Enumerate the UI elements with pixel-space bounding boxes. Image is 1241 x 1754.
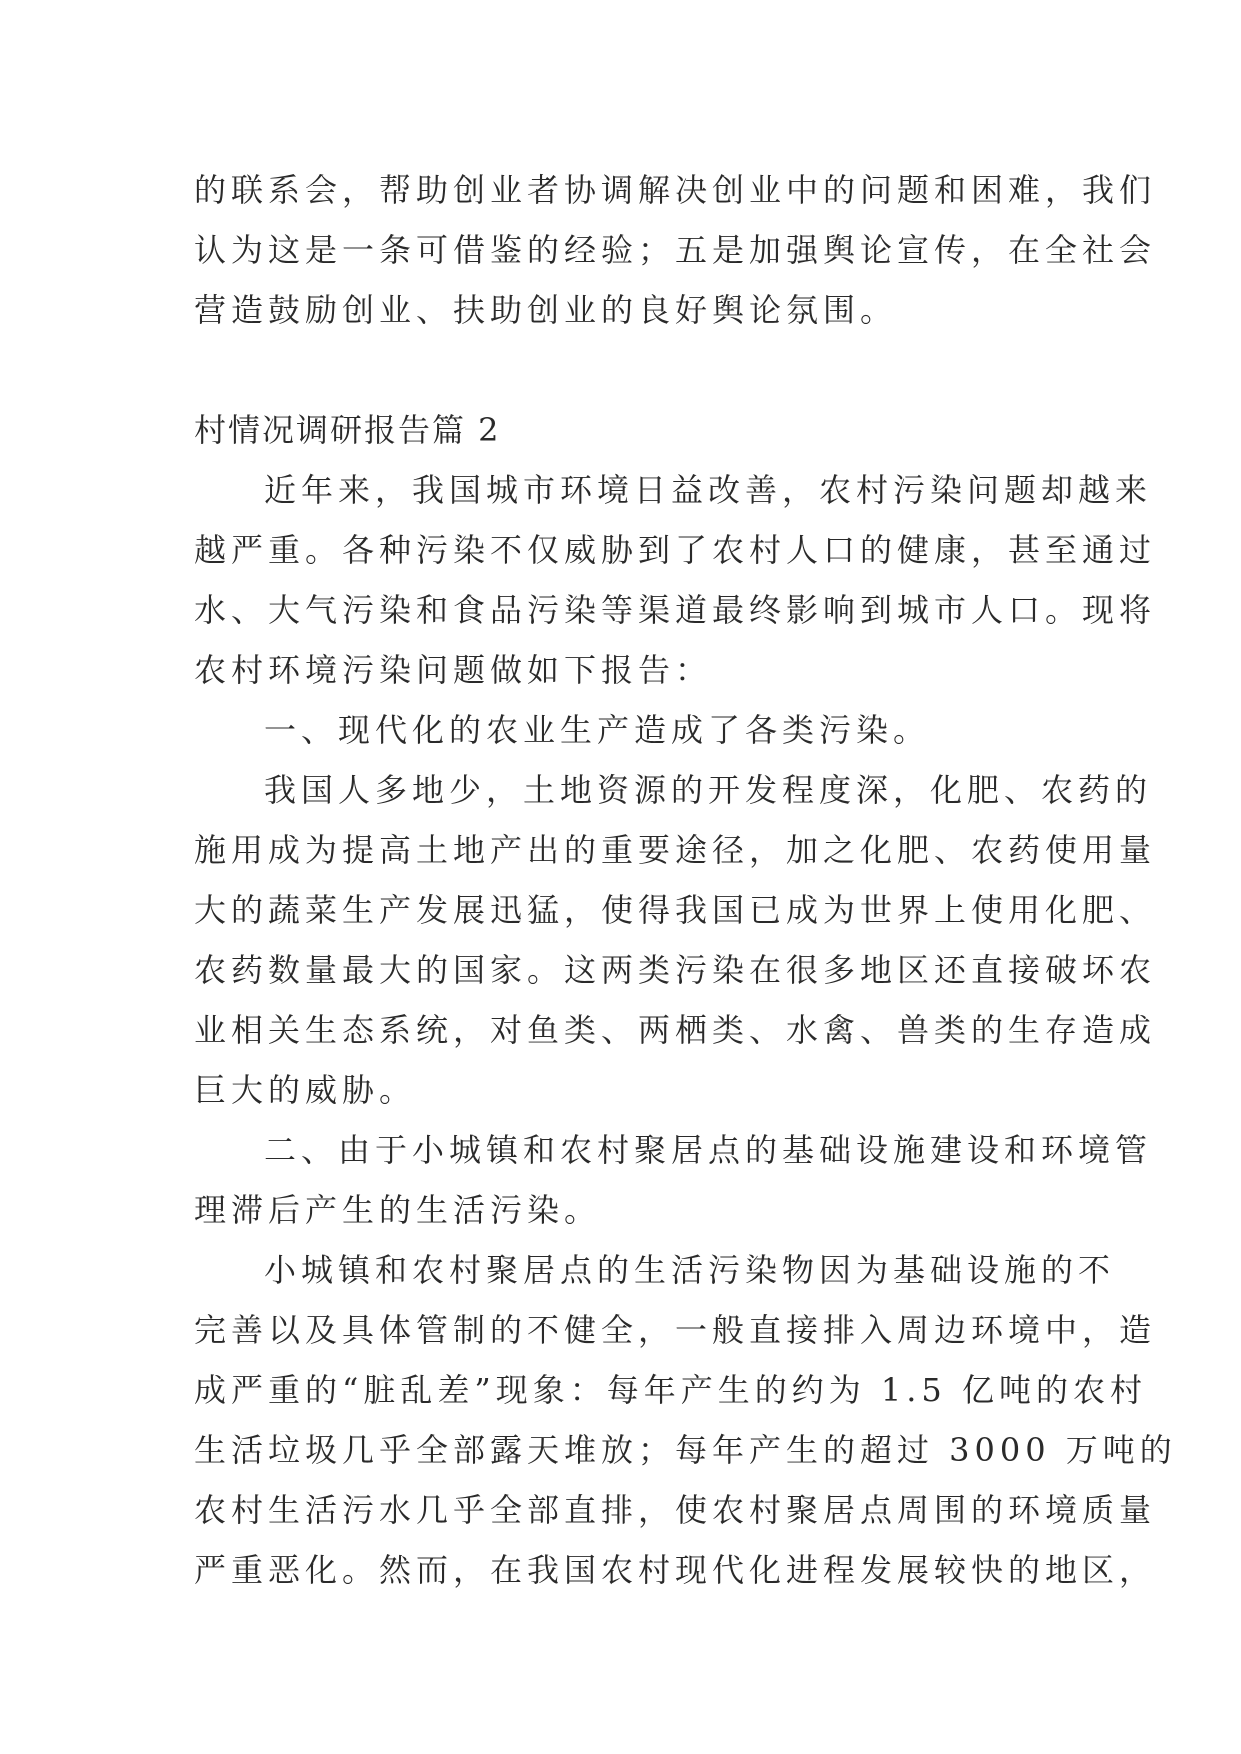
point2-title-line: 二、由于小城镇和农村聚居点的基础设施建设和环境管	[264, 1131, 1153, 1169]
point1-line: 我国人多地少，土地资源的开发程度深，化肥、农药的	[264, 771, 1153, 809]
point1-line: 施用成为提高土地产出的重要途径，加之化肥、农药使用量	[194, 831, 1157, 869]
point2-title-line: 理滞后产生的生活污染。	[194, 1191, 602, 1229]
point1-title: 一、现代化的农业生产造成了各类污染。	[264, 711, 931, 749]
document-body	[194, 160, 1177, 1600]
prev-paragraph-line: 的联系会，帮助创业者协调解决创业中的问题和困难，我们	[194, 171, 1157, 209]
prev-paragraph-line: 认为这是一条可借鉴的经验；五是加强舆论宣传，在全社会	[194, 231, 1157, 269]
point1-line: 巨大的威胁。	[194, 1071, 417, 1109]
intro-line: 农村环境污染问题做如下报告：	[194, 651, 713, 689]
intro-line: 近年来，我国城市环境日益改善，农村污染问题却越来	[264, 471, 1153, 509]
paragraph-gap	[194, 340, 1074, 400]
point2-line: 农村生活污水几乎全部直排，使农村聚居点周围的环境质量	[194, 1491, 1157, 1529]
point2-line: 成严重的“脏乱差”现象：每年产生的约为 1.5 亿吨的农村	[194, 1371, 1147, 1409]
point2-line: 生活垃圾几乎全部露天堆放；每年产生的超过 3000 万吨的	[194, 1431, 1177, 1469]
point2-line: 小城镇和农村聚居点的生活污染物因为基础设施的不	[264, 1251, 1116, 1289]
intro-line: 越严重。各种污染不仅威胁到了农村人口的健康，甚至通过	[194, 531, 1157, 569]
point1-line: 大的蔬菜生产发展迅猛，使得我国已成为世界上使用化肥、	[194, 891, 1157, 929]
point1-line: 农药数量最大的国家。这两类污染在很多地区还直接破坏农	[194, 951, 1157, 989]
intro-line: 水、大气污染和食品污染等渠道最终影响到城市人口。现将	[194, 591, 1157, 629]
point2-line: 完善以及具体管制的不健全，一般直接排入周边环境中，造	[194, 1311, 1157, 1349]
section-title: 村情况调研报告篇 2	[194, 411, 501, 449]
prev-paragraph-line: 营造鼓励创业、扶助创业的良好舆论氛围。	[194, 291, 898, 329]
point2-line: 严重恶化。然而，在我国农村现代化进程发展较快的地区，	[194, 1551, 1157, 1589]
point1-line: 业相关生态系统，对鱼类、两栖类、水禽、兽类的生存造成	[194, 1011, 1157, 1049]
